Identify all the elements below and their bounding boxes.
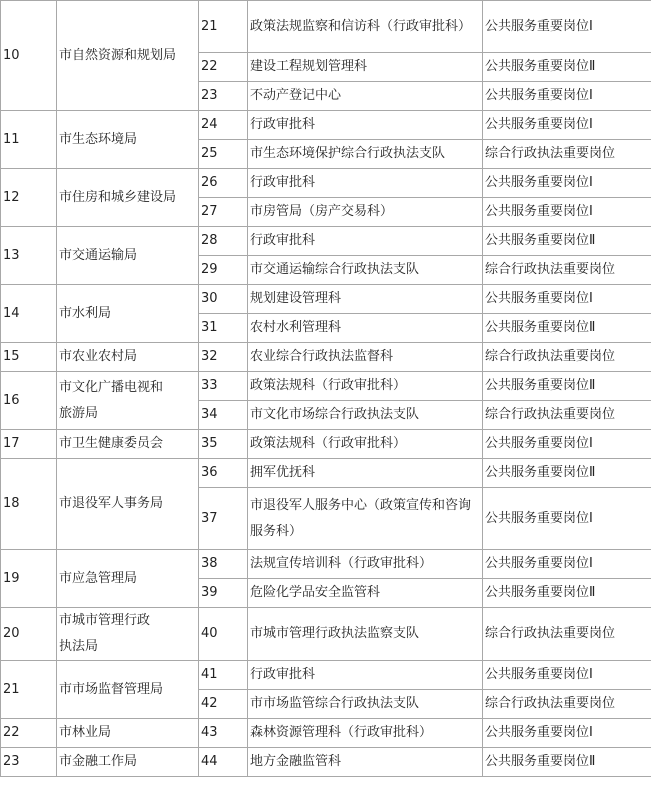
position-category-cell: 公共服务重要岗位Ⅱ [483,372,651,401]
department-name: 市住房和城乡建设局 [59,189,177,205]
position-name-cell: 拥军优抚科 [248,459,483,488]
position-category-cell: 公共服务重要岗位Ⅰ [483,169,651,198]
position-name-cell: 政策法规科（行政审批科） [248,372,483,401]
position-number-cell: 41 [199,661,248,690]
position-name-cell: 政策法规科（行政审批科） [248,430,483,459]
position-number-cell: 27 [199,198,248,227]
position-number-cell: 33 [199,372,248,401]
unit-number-cell: 22 [1,719,57,748]
position-name-cell: 市房管局（房产交易科） [248,198,483,227]
position-number-cell: 44 [199,748,248,777]
position-number-cell: 31 [199,314,248,343]
position-number-cell: 25 [199,140,248,169]
department-cell [57,608,199,661]
table-body [1,1,651,777]
department-cell [57,169,199,227]
department-cell [57,719,199,748]
position-category-cell: 公共服务重要岗位Ⅰ [483,661,651,690]
unit-number-cell: 14 [1,285,57,343]
position-name-cell: 森林资源管理科（行政审批科） [248,719,483,748]
position-name-cell: 政策法规监察和信访科（行政审批科） [248,1,483,53]
unit-number-cell: 20 [1,608,57,661]
position-category-cell: 公共服务重要岗位Ⅰ [483,198,651,227]
department-name: 市交通运输局 [59,247,138,263]
position-number-cell: 22 [199,53,248,82]
position-name-cell: 行政审批科 [248,111,483,140]
position-name-cell: 农业综合行政执法监督科 [248,343,483,372]
department-name: 市市场监督管理局 [59,681,164,697]
position-number-cell: 38 [199,550,248,579]
department-cell [57,430,199,459]
table-row [1,343,651,372]
position-category-cell: 公共服务重要岗位Ⅰ [483,285,651,314]
position-category-cell: 公共服务重要岗位Ⅱ [483,53,651,82]
position-category-cell: 公共服务重要岗位Ⅱ [483,227,651,256]
position-category-cell: 公共服务重要岗位Ⅰ [483,488,651,550]
unit-number-cell: 10 [1,1,57,111]
table-row [1,550,651,579]
department-name: 市农业农村局 [59,349,138,364]
department-name: 市退役军人事务局 [59,496,164,511]
position-number-cell: 36 [199,459,248,488]
unit-number-cell: 11 [1,111,57,169]
position-number-cell: 26 [199,169,248,198]
position-number-cell: 23 [199,82,248,111]
position-name-cell: 市交通运输综合行政执法支队 [248,256,483,285]
position-number-cell: 28 [199,227,248,256]
position-category-cell: 公共服务重要岗位Ⅱ [483,314,651,343]
position-name-cell: 农村水利管理科 [248,314,483,343]
department-name: 市金融工作局 [59,754,138,769]
position-category-cell: 公共服务重要岗位Ⅰ [483,111,651,140]
department-name: 市林业局 [59,725,112,740]
position-name-cell: 危险化学品安全监管科 [248,579,483,608]
department-name: 市生态环境局 [59,131,138,147]
position-category-cell: 综合行政执法重要岗位 [483,140,651,169]
department-cell [57,227,199,285]
position-category-cell: 公共服务重要岗位Ⅰ [483,1,651,53]
department-cell [57,372,199,430]
table-row [1,169,651,198]
position-name-cell: 行政审批科 [248,227,483,256]
department-cell [57,111,199,169]
table-row [1,111,651,140]
unit-number-cell: 19 [1,550,57,608]
position-name-cell: 法规宣传培训科（行政审批科） [248,550,483,579]
position-name-cell: 地方金融监管科 [248,748,483,777]
position-number-cell: 39 [199,579,248,608]
position-name-cell: 不动产登记中心 [248,82,483,111]
table-row [1,459,651,488]
department-cell [57,550,199,608]
position-number-cell: 35 [199,430,248,459]
position-category-cell: 公共服务重要岗位Ⅰ [483,550,651,579]
position-name-cell: 市城市管理行政执法监察支队 [248,608,483,661]
position-name-cell: 规划建设管理科 [248,285,483,314]
department-cell [57,661,199,719]
position-category-cell: 综合行政执法重要岗位 [483,343,651,372]
position-category-cell: 公共服务重要岗位Ⅰ [483,430,651,459]
position-number-cell: 43 [199,719,248,748]
table-row [1,1,651,53]
table-row [1,608,651,661]
position-number-cell: 37 [199,488,248,550]
position-name-cell: 市文化市场综合行政执法支队 [248,401,483,430]
department-cell [57,1,199,111]
table-row [1,430,651,459]
unit-number-cell: 17 [1,430,57,459]
unit-number-cell: 18 [1,459,57,550]
unit-number-cell: 23 [1,748,57,777]
department-cell [57,343,199,372]
position-category-cell: 综合行政执法重要岗位 [483,608,651,661]
department-name: 市文化广播电视和旅游局 [59,379,164,421]
position-number-cell: 42 [199,690,248,719]
unit-number-cell: 12 [1,169,57,227]
table-row [1,719,651,748]
position-number-cell: 24 [199,111,248,140]
unit-number-cell: 16 [1,372,57,430]
department-name: 市水利局 [59,305,112,321]
unit-number-cell: 13 [1,227,57,285]
position-category-cell: 公共服务重要岗位Ⅰ [483,82,651,111]
position-category-cell: 综合行政执法重要岗位 [483,256,651,285]
unit-number-cell: 21 [1,661,57,719]
table-row [1,227,651,256]
position-number-cell: 34 [199,401,248,430]
department-name: 市应急管理局 [59,570,138,586]
position-category-cell: 公共服务重要岗位Ⅱ [483,579,651,608]
unit-number-cell: 15 [1,343,57,372]
position-number-cell: 29 [199,256,248,285]
department-cell [57,459,199,550]
position-number-cell: 40 [199,608,248,661]
department-name: 市卫生健康委员会 [59,436,164,451]
position-category-cell: 公共服务重要岗位Ⅱ [483,748,651,777]
table-row [1,661,651,690]
position-name-cell: 市退役军人服务中心（政策宣传和咨询服务科） [248,488,483,550]
position-name-cell: 市市场监管综合行政执法支队 [248,690,483,719]
position-number-cell: 32 [199,343,248,372]
position-number-cell: 30 [199,285,248,314]
position-number-cell: 21 [199,1,248,53]
department-cell [57,285,199,343]
department-name: 市城市管理行政执法局 [59,613,151,654]
table-row [1,748,651,777]
position-category-cell: 公共服务重要岗位Ⅰ [483,719,651,748]
position-category-cell: 公共服务重要岗位Ⅱ [483,459,651,488]
position-name-cell: 行政审批科 [248,169,483,198]
table-row [1,285,651,314]
position-name-cell: 市生态环境保护综合行政执法支队 [248,140,483,169]
table-row [1,372,651,401]
department-name: 市自然资源和规划局 [59,47,177,63]
position-name-cell: 行政审批科 [248,661,483,690]
position-category-cell: 综合行政执法重要岗位 [483,690,651,719]
position-category-cell: 综合行政执法重要岗位 [483,401,651,430]
department-cell [57,748,199,777]
position-name-cell: 建设工程规划管理科 [248,53,483,82]
